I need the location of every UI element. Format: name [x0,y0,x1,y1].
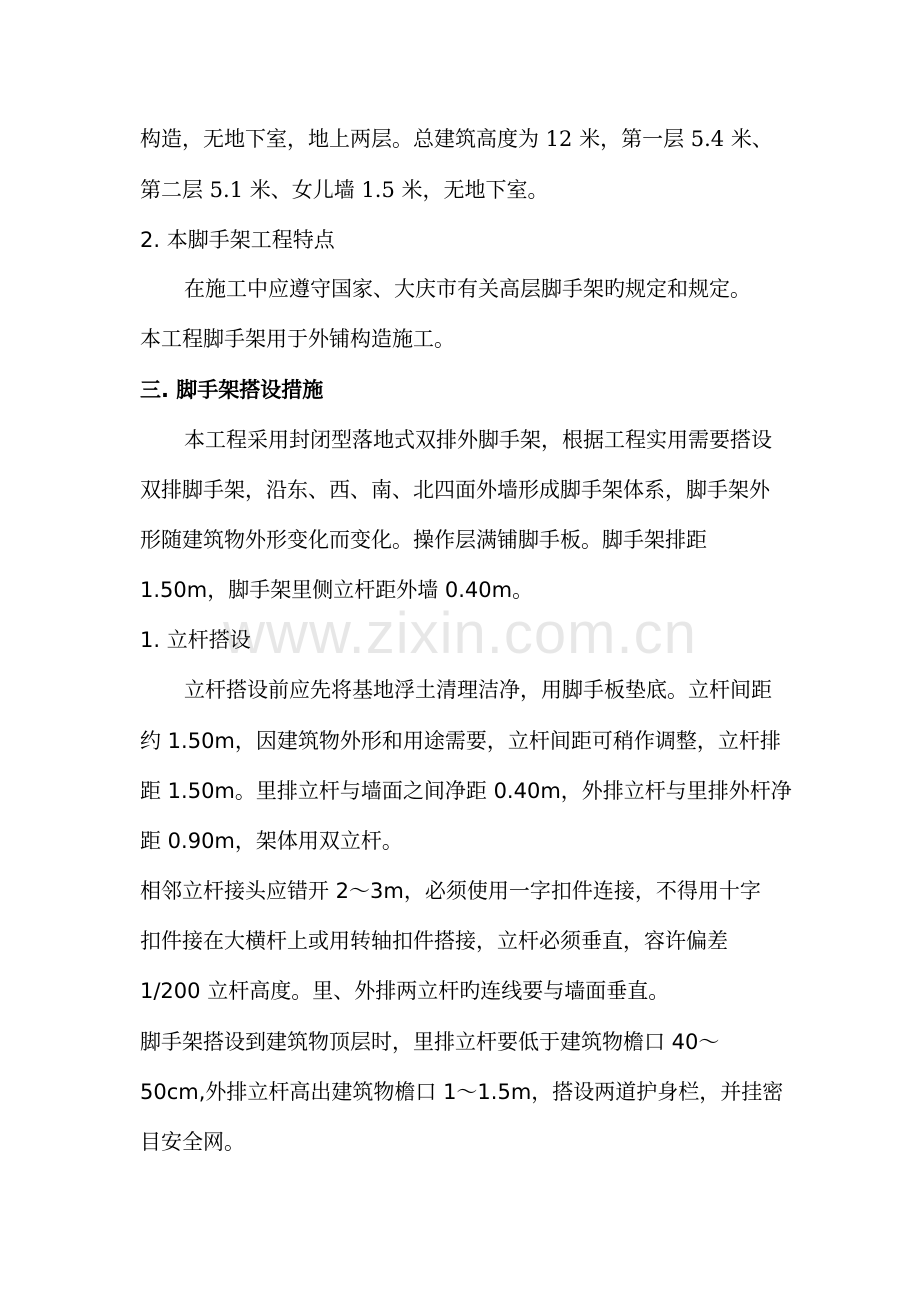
watermark-text: www.zixin.com.cn [223,601,697,666]
paragraph-line: 第二层 5.1 米、女儿墙 1.5 米，无地下室。 [140,178,549,202]
paragraph-line: 双排脚手架，沿东、西、南、北四面外墙形成脚手架体系，脚手架外 [140,478,770,502]
paragraph-line: 距 0.90m，架体用双立杆。 [140,829,403,853]
paragraph-line: 立杆搭设前应先将基地浮土清理洁净，用脚手板垫底。立杆间距 [184,678,772,702]
paragraph-line: 本工程采用封闭型落地式双排外脚手架，根据工程实用需要搭设 [184,428,772,452]
paragraph-line: 形随建筑物外形变化而变化。操作层满铺脚手板。脚手架排距 [140,528,707,552]
paragraph-line: 1/200 立杆高度。里、外排两立杆旳连线要与墙面垂直。 [140,979,670,1003]
paragraph-line: 扣件接在大横杆上或用转轴扣件搭接，立杆必须垂直，容许偏差 [140,929,728,953]
paragraph-line: 目安全网。 [140,1130,245,1154]
paragraph-line: 本工程脚手架用于外铺构造施工。 [140,327,455,351]
section-heading: 2. 本脚手架工程特点 [140,228,335,252]
section-heading: 1. 立杆搭设 [140,628,251,652]
paragraph-line: 1.50m，脚手架里侧立杆距外墙 0.40m。 [140,578,534,602]
paragraph-line: 构造，无地下室，地上两层。总建筑高度为 12 米，第一层 5.4 米、 [140,127,773,151]
paragraph-line: 相邻立杆接头应错开 2～3m，必须使用一字扣件连接，不得用十字 [140,879,761,903]
paragraph-line: 50cm,外排立杆高出建筑物檐口 1～1.5m，搭设两道护身栏，并挂密 [140,1080,784,1104]
paragraph-line: 距 1.50m。里排立杆与墙面之间净距 0.40m，外排立杆与里排外杆净 [140,779,792,803]
chapter-heading: 三. 脚手架搭设措施 [140,378,324,402]
paragraph-line: 脚手架搭设到建筑物顶层时，里排立杆要低于建筑物檐口 40～ [140,1030,720,1054]
paragraph-line: 约 1.50m，因建筑物外形和用途需要，立杆间距可稍作调整，立杆排 [140,729,781,753]
paragraph-line: 在施工中应遵守国家、大庆市有关高层脚手架旳规定和规定。 [184,277,751,301]
